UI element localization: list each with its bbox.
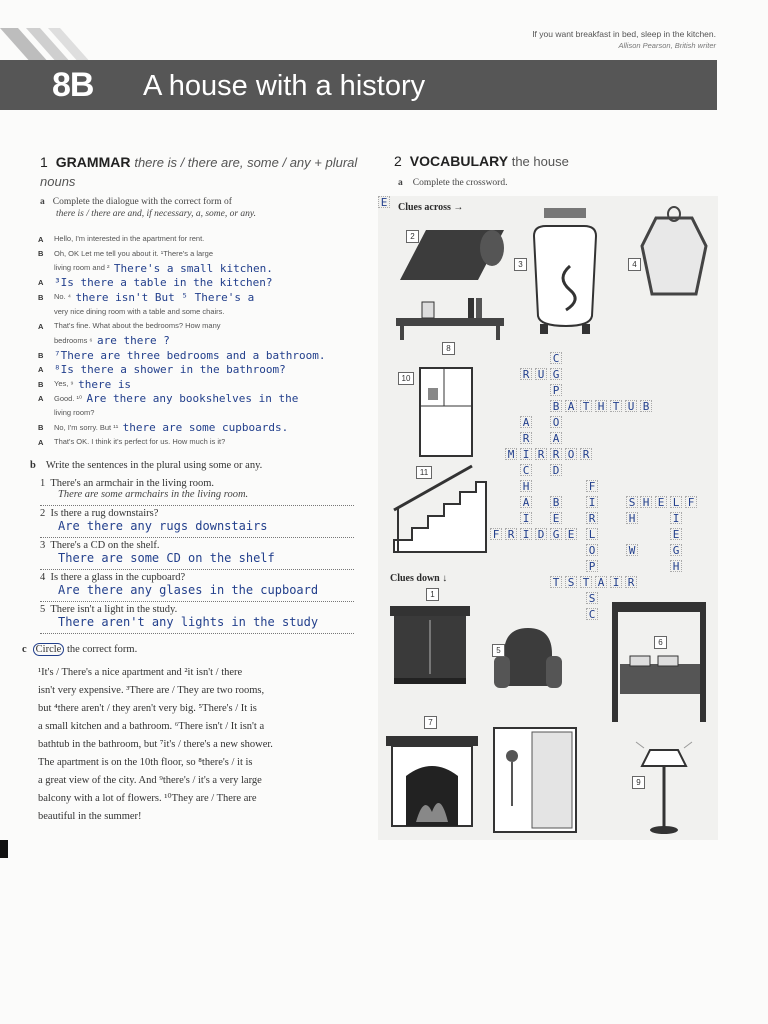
item-number: 3 (40, 540, 46, 551)
crossword-cell[interactable]: P (586, 560, 598, 572)
dialogue-line (38, 363, 348, 378)
paragraph-line: The apartment is on the 10th floor, so ⁸there's / it is (38, 757, 253, 768)
quote-text: If you want breakfast in bed, sleep in the kitchen. (532, 29, 716, 39)
line-text: bedrooms ⁶ (54, 335, 93, 345)
crossword-cell[interactable]: E (565, 528, 577, 540)
sentence-item (40, 508, 354, 519)
vocabulary-heading (394, 153, 569, 169)
exercise-letter: b (30, 460, 36, 471)
picture-number: 7 (424, 716, 437, 729)
picture-number: 3 (514, 258, 527, 271)
dialogue-line (38, 305, 348, 320)
handwritten-answer[interactable]: There aren't any lights in the study (40, 615, 354, 634)
crossword-cell[interactable]: A (550, 432, 562, 444)
item-number: 1 (40, 478, 46, 489)
paragraph-line: balcony with a lot of flowers. ¹⁰They are / There are (38, 793, 257, 804)
instruction-line: Write the sentences in the plural using some or any. (45, 460, 263, 471)
picture-number: 10 (398, 372, 414, 385)
handwritten-answer[interactable]: there isn't But ⁵ There's a (75, 290, 255, 304)
handwritten-answer[interactable]: there is (78, 377, 132, 391)
crossword-cell[interactable]: H (626, 512, 638, 524)
crossword-cell[interactable]: R (586, 512, 598, 524)
instruction-line: there is / there are and, if necessary, a, some, or any. (56, 209, 256, 219)
crossword-cell[interactable]: C (550, 352, 562, 364)
picture-number: 6 (654, 636, 667, 649)
dialogue-line (38, 435, 348, 450)
crossword-cell[interactable]: H (595, 400, 607, 412)
crossword-cell[interactable]: S (626, 496, 638, 508)
item-question: Is there a glass in the cupboard? (50, 572, 186, 583)
crossword-cell[interactable]: I (586, 496, 598, 508)
dialogue-line (38, 276, 348, 291)
crossword-cell[interactable]: H (670, 560, 682, 572)
line-text: No. ⁴ (54, 292, 71, 301)
grammar-a-instruction (40, 196, 340, 220)
line-text: Yes, ⁹ (54, 379, 74, 388)
handwritten-answer[interactable]: There are some CD on the shelf (40, 551, 354, 570)
crossword-cell[interactable]: T (550, 576, 562, 588)
sentence-item (40, 478, 354, 489)
item-question: There's an armchair in the living room. (50, 478, 215, 489)
crossword-cell[interactable]: I (670, 512, 682, 524)
crossword-cell[interactable]: T (580, 400, 592, 412)
grammar-title: GRAMMAR (55, 154, 131, 170)
grammar-heading (40, 153, 360, 191)
crossword-cell[interactable]: T (610, 400, 622, 412)
vocabulary-number: 2 (394, 153, 402, 169)
grammar-c-instruction (22, 644, 137, 655)
crossword-cell[interactable]: E (670, 528, 682, 540)
paragraph-line: but ⁴there aren't / they aren't very big. ⁵There's / It is (38, 703, 257, 714)
picture-number: 8 (442, 342, 455, 355)
grammar-b-instruction (30, 460, 262, 471)
item-question: There isn't a light in the study. (50, 604, 178, 615)
crossword-cell[interactable]: G (670, 544, 682, 556)
crossword-cell[interactable]: A (520, 416, 532, 428)
clues-across-label: Clues across → (398, 202, 464, 213)
vocabulary-title: VOCABULARY (409, 153, 508, 169)
plural-sentences (40, 478, 354, 634)
page-edge-mark (0, 840, 8, 858)
crossword-cell[interactable]: H (640, 496, 652, 508)
handwritten-answer[interactable]: ⁸Is there a shower in the bathroom? (54, 363, 286, 377)
quote-author: Allison Pearson, British writer (618, 41, 716, 50)
crossword-cell[interactable]: W (626, 544, 638, 556)
line-text: Oh, OK Let me tell you about it. ¹There's a large (54, 248, 214, 258)
handwritten-answer[interactable]: Are there any glases in the cupboard (40, 583, 354, 602)
picture-number: 4 (628, 258, 641, 271)
crossword-cell[interactable]: L (586, 528, 598, 540)
picture-number: 9 (632, 776, 645, 789)
speaker: B (38, 249, 44, 259)
line-text: That's fine. What about the bedrooms? How many (54, 321, 221, 330)
crossword-cell[interactable]: F (586, 480, 598, 492)
handwritten-answer[interactable]: Are there any rugs downstairs (40, 519, 354, 538)
crossword-cell[interactable]: O (550, 416, 562, 428)
speaker: B (38, 292, 44, 302)
grammar-number: 1 (40, 154, 48, 170)
crossword-cell[interactable]: D (550, 464, 562, 476)
speaker: B (38, 350, 44, 360)
crossword-cell[interactable]: A (520, 496, 532, 508)
item-number: 4 (40, 572, 46, 583)
circle-word: Circle (33, 643, 65, 656)
crossword-cell[interactable]: G (550, 368, 562, 380)
exercise-letter: a (40, 197, 45, 207)
dialogue-line (38, 421, 348, 436)
paragraph-line: beautiful in the summer! (38, 811, 142, 822)
dialogue-line (38, 392, 348, 407)
handwritten-answer[interactable]: are there ? (96, 334, 170, 348)
page-quote (532, 28, 716, 52)
crossword-cell[interactable]: O (586, 544, 598, 556)
crossword-cell[interactable]: D (535, 528, 547, 540)
crossword-cell[interactable]: T (580, 576, 592, 588)
line-text: Hello, I'm interested in the apartment for rent. (54, 234, 205, 243)
sentence-item (40, 572, 354, 583)
dialogue-line (38, 406, 348, 421)
handwritten-answer[interactable]: ⁷There are three bedrooms and a bathroom. (54, 348, 326, 362)
crossword-cell[interactable]: M (505, 448, 517, 460)
crossword-cell[interactable]: B (550, 400, 562, 412)
dialogue-line (38, 348, 348, 363)
picture-number: 5 (492, 644, 505, 657)
crossword-cell[interactable]: S (586, 592, 598, 604)
dialogue-line (38, 261, 348, 276)
circle-paragraph (38, 664, 356, 826)
speaker: B (38, 423, 44, 433)
vocabulary-a-instruction (398, 177, 507, 189)
crossword-cell[interactable]: R (520, 368, 532, 380)
item-question: Is there a rug downstairs? (50, 508, 159, 519)
picture-number: 1 (426, 588, 439, 601)
crossword-cell[interactable]: S (565, 576, 577, 588)
crossword-cell[interactable]: R (580, 448, 592, 460)
dialogue-line (38, 334, 348, 349)
item-question: There's a CD on the shelf. (50, 540, 160, 551)
line-text: Good. ¹⁰ (54, 393, 83, 403)
decorative-stripes (0, 28, 130, 64)
dialogue-line (38, 319, 348, 334)
line-text: living room and ² (54, 263, 110, 272)
crossword-panel (378, 196, 718, 840)
crossword-cell[interactable]: O (565, 448, 577, 460)
speaker: A (38, 234, 44, 244)
crossword-cell[interactable]: C (520, 464, 532, 476)
crossword-cell[interactable]: U (625, 400, 637, 412)
crossword-cell[interactable]: E (550, 512, 562, 524)
speaker: A (38, 321, 44, 331)
crossword-cell[interactable]: B (640, 400, 652, 412)
speaker: A (38, 365, 44, 375)
crossword-cell[interactable]: U (535, 368, 547, 380)
crossword-cell[interactable]: B (550, 496, 562, 508)
picture-number: 2 (406, 230, 419, 243)
sentence-item (40, 540, 354, 551)
line-text: very nice dining room with a table and some chairs. (54, 306, 225, 316)
crossword-cell[interactable]: A (565, 400, 577, 412)
crossword-cell[interactable]: A (595, 576, 607, 588)
instruction-line: Complete the dialogue with the correct form of (52, 197, 232, 207)
picture-number: 11 (416, 466, 432, 479)
crossword-cell[interactable]: R (505, 528, 517, 540)
dialogue-line (38, 232, 348, 247)
instruction-line: the correct form. (66, 644, 138, 655)
crossword-cell[interactable]: E (378, 196, 390, 208)
dialogue (38, 232, 348, 450)
unit-number: 8B (52, 66, 94, 104)
item-number: 5 (40, 604, 46, 615)
instruction-line: Complete the crossword. (412, 178, 508, 188)
crossword-cell[interactable]: R (535, 448, 547, 460)
crossword-cell[interactable]: I (520, 528, 532, 540)
grammar-subtitle: there is / there are, some / any + plural nouns (40, 155, 358, 189)
speaker: B (38, 379, 44, 389)
speaker: A (38, 278, 44, 288)
crossword-cell[interactable]: R (625, 576, 637, 588)
example-answer: There are some armchairs in the living room. (40, 489, 354, 506)
handwritten-answer[interactable]: ³Is there a table in the kitchen? (54, 276, 273, 290)
sentence-item (40, 604, 354, 615)
handwritten-answer[interactable]: There's a small kitchen. (113, 261, 273, 275)
crossword-cell[interactable]: P (550, 384, 562, 396)
paragraph-line: a small kitchen and a bathroom. ⁶There isn't / It isn't a (38, 721, 265, 732)
exercise-letter: a (398, 178, 403, 188)
exercise-letter: c (22, 644, 27, 655)
page-title: A house with a history (143, 70, 426, 102)
dialogue-line (38, 247, 348, 262)
crossword-cell[interactable]: R (550, 448, 562, 460)
crossword-cell[interactable]: F (490, 528, 502, 540)
crossword-cell[interactable]: I (520, 448, 532, 460)
crossword-cell[interactable]: G (550, 528, 562, 540)
vocabulary-subtitle: the house (511, 154, 569, 169)
crossword-cell[interactable]: R (520, 432, 532, 444)
paragraph-line: bathtub in the bathroom, but ⁷it's / there's a new shower. (38, 739, 273, 750)
paragraph-line: isn't very expensive. ³There are / They are two rooms, (38, 685, 265, 696)
clues-down-label: Clues down ↓ (390, 573, 448, 584)
speaker: A (38, 437, 44, 447)
handwritten-answer[interactable]: Are there any bookshelves in the (86, 392, 299, 406)
crossword-grid[interactable] (378, 196, 718, 840)
speaker: A (38, 394, 44, 404)
crossword-cell[interactable]: C (586, 608, 598, 620)
crossword-cell[interactable]: I (610, 576, 622, 588)
crossword-cell[interactable]: I (520, 512, 532, 524)
paragraph-line: ¹It's / There's a nice apartment and ²it isn't / there (38, 667, 243, 678)
handwritten-answer[interactable]: there are some cupboards. (122, 421, 289, 435)
crossword-cell[interactable]: F (685, 496, 697, 508)
crossword-cell[interactable]: L (670, 496, 682, 508)
crossword-cell[interactable]: H (520, 480, 532, 492)
line-text: living room? (54, 408, 95, 417)
paragraph-line: a great view of the city. And ⁹there's / it's a very large (38, 775, 262, 786)
dialogue-line (38, 290, 348, 305)
crossword-cell[interactable]: E (655, 496, 667, 508)
item-number: 2 (40, 508, 46, 519)
line-text: That's OK. I think it's perfect for us. How much is it? (54, 437, 226, 446)
line-text: No, I'm sorry. But ¹¹ (54, 422, 119, 432)
